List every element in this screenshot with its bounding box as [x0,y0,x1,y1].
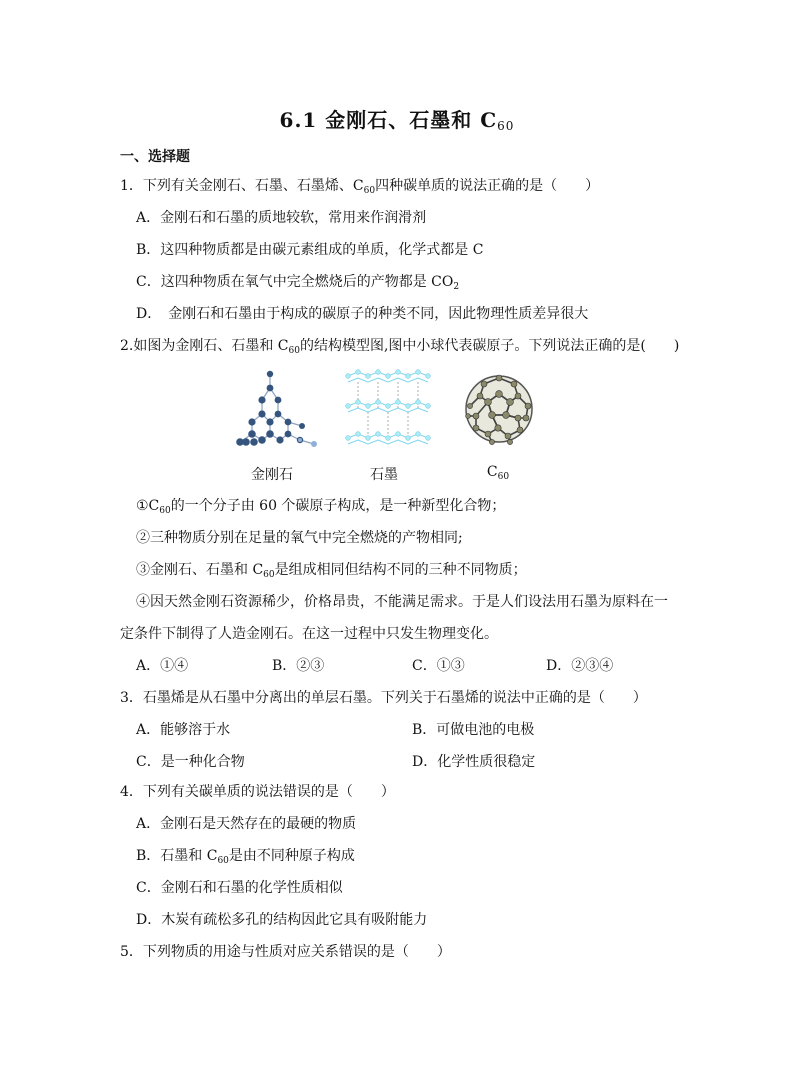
question-3-option-c: C．是一种化合物 [136,754,245,770]
page-title [0,104,794,133]
question-1-option-a: A．金刚石和石墨的质地较软，常用来作润滑剂 [136,210,427,226]
s1-part-a: ①C [136,498,160,514]
c60-caption-subscript: 60 [497,472,510,482]
s3-subscript: 60 [263,570,275,580]
question-2-statement-2: ②三种物质分别在足量的氧气中完全燃烧的产物相同; [136,530,463,546]
title-text: 6.1 金刚石、石墨和 C [279,108,498,132]
s1-subscript: 60 [159,506,171,516]
diamond-structure-figure [226,366,318,452]
q2-stem-part-a: 2.如图为金刚石、石墨和 C [120,338,289,354]
question-4-stem: 4．下列有关碳单质的说法错误的是（ ） [120,784,395,800]
question-4-option-d: D．木炭有疏松多孔的结构因此它具有吸附能力 [136,912,428,928]
q4-b-subscript: 60 [217,856,229,866]
question-1-option-c [136,272,459,297]
title-subscript: 60 [497,119,515,133]
q1-c-subscript: 2 [453,282,460,292]
graphite-structure-figure [344,366,432,452]
graphite-caption: 石墨 [370,467,398,483]
q4-b-part-b: 是由不同种原子构成 [228,848,355,864]
question-3-option-a: A．能够溶于水 [136,722,231,738]
question-4-option-c: C．金刚石和石墨的化学性质相似 [136,880,343,896]
question-2-option-d: D．②③④ [546,658,614,674]
question-2-statement-4: ④因天然金刚石资源稀少，价格昂贵，不能满足需求。于是人们设法用石墨为原料在一 [136,594,668,610]
question-1-stem [120,176,599,201]
question-3-option-d: D．化学性质很稳定 [412,754,536,770]
section-heading: 一、选择题 [120,149,190,165]
question-4-option-a: A．金刚石是天然存在的最硬的物质 [136,816,357,832]
s1-part-b: 的一个分子由 60 个碳原子构成，是一种新型化合物； [170,498,506,514]
q1-c-text: C．这四种物质在氧气中完全燃烧后的产物都是 CO [136,274,454,290]
question-3-option-b: B．可做电池的电极 [412,722,535,738]
question-5-stem: 5．下列物质的用途与性质对应关系错误的是（ ） [120,944,451,960]
question-2-option-a: A．①④ [136,658,189,674]
q2-stem-part-b: 的结构模型图,图中小球代表碳原子。下列说法正确的是( ) [299,338,680,354]
q2-stem-subscript: 60 [288,346,300,356]
question-2-statement-1 [136,496,505,521]
question-2-stem [120,336,679,361]
q1-stem-part-a: 1．下列有关金刚石、石墨、石墨烯、C [120,178,364,194]
q1-stem-subscript: 60 [363,186,376,196]
question-2-option-b: B．②③ [272,658,325,674]
question-3-stem: 3．石墨烯是从石墨中分离出的单层石墨。下列关于石墨烯的说法中正确的是（ ） [120,690,647,706]
c60-caption-text: C [486,464,498,480]
question-1-option-d: D． 金刚石和石墨由于构成的碳原子的种类不同，因此物理性质差异很大 [136,306,589,322]
c60-caption [458,464,538,482]
q1-stem-part-b: 四种碳单质的说法正确的是（ ） [375,178,600,194]
question-4-option-b [136,846,355,871]
question-2-statement-4-cont: 定条件下制得了人造金刚石。在这一过程中只发生物理变化。 [120,626,498,642]
s3-part-a: ③金刚石、石墨和 C [136,562,264,578]
c60-structure-figure [458,366,540,452]
question-2-option-c: C．①③ [412,658,465,674]
question-1-option-b: B．这四种物质都是由碳元素组成的单质，化学式都是 C [136,242,484,258]
diamond-caption: 金刚石 [251,467,293,483]
q4-b-part-a: B．石墨和 C [136,848,218,864]
question-2-statement-3 [136,560,527,585]
s3-part-b: 是组成相同但结构不同的三种不同物质； [274,562,527,578]
